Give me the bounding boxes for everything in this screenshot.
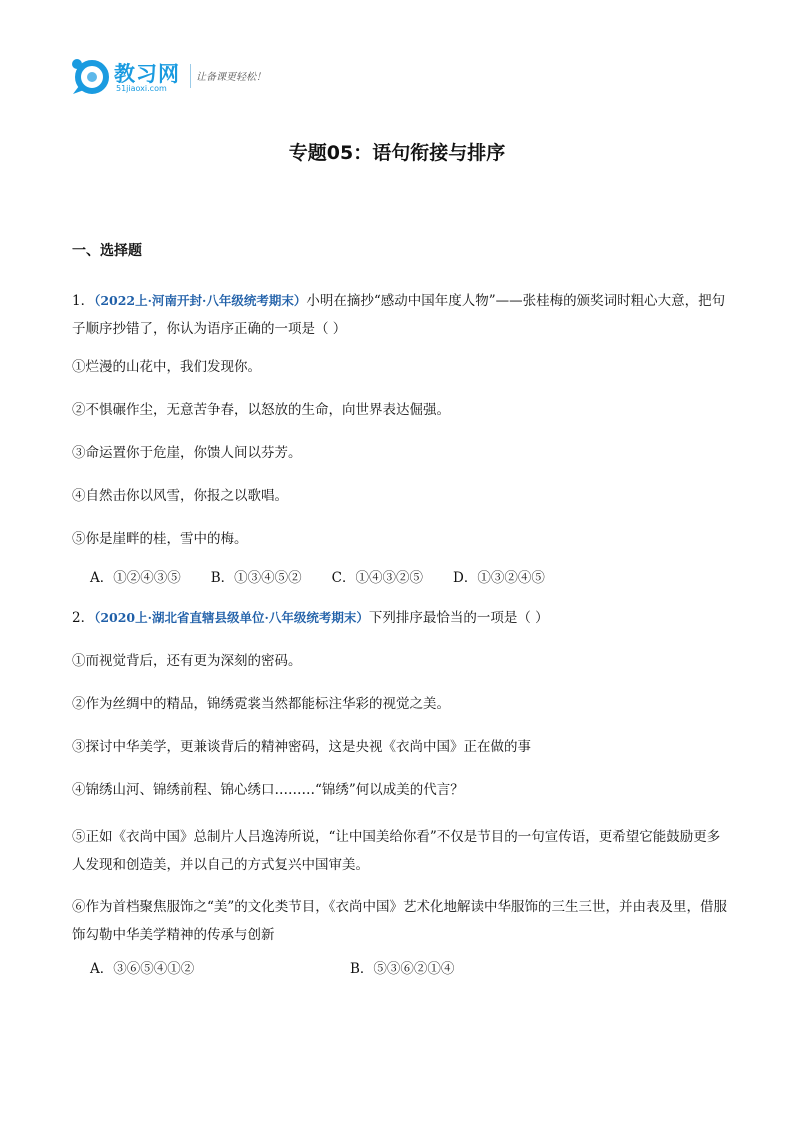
jiaoxi-logo-icon	[70, 56, 110, 96]
option-d[interactable]: D．①③②④⑤	[453, 570, 545, 586]
site-logo[interactable]	[70, 56, 300, 96]
question-item: ③命运置你于危崖，你馈人间以芬芳。	[72, 445, 302, 461]
option-b[interactable]: B．⑤③⑥②①④	[350, 961, 455, 977]
logo-name: 教习网	[114, 62, 180, 86]
option-c[interactable]: C．①④③②⑤	[331, 570, 424, 586]
question-1-stem	[72, 287, 732, 343]
question-text: 下列排序最恰当的一项是（ ）	[368, 610, 549, 626]
logo-slogan: 让备课更轻松！	[196, 72, 266, 83]
question-item: ⑤你是崖畔的桂，雪中的梅。	[72, 531, 248, 547]
question-source: （2022上·河南开封·八年级统考期末）	[94, 293, 307, 308]
question-item: ②作为丝绸中的精品，锦绣霓裳当然都能标注华彩的视觉之美。	[72, 696, 450, 712]
question-item: ④自然击你以风雪，你报之以歌唱。	[72, 488, 288, 504]
document-body	[72, 240, 732, 999]
question-item: ②不惧碾作尘，无意苦争春，以怒放的生命，向世界表达倔强。	[72, 402, 450, 418]
question-item: ⑤正如《衣尚中国》总制片人吕逸涛所说，“让中国美给你看”不仅是节目的一句宣传语，更希望它能鼓励更多人发现和创造美，并以自己的方式复兴中国审美。	[72, 829, 721, 873]
logo-divider	[190, 64, 191, 88]
page-title: 专题05：语句衔接与排序	[288, 142, 506, 164]
option-b[interactable]: B．①③④⑤②	[210, 570, 302, 586]
logo-url: 51jiaoxi.com	[116, 84, 167, 93]
question-2-stem	[72, 608, 732, 628]
answer-options	[90, 959, 732, 979]
answer-options	[90, 568, 732, 588]
question-source: （2020上·湖北省直辖县级单位·八年级统考期末）	[94, 610, 369, 625]
question-number: 2．	[72, 610, 95, 626]
option-a[interactable]: A．③⑥⑤④①②	[90, 961, 195, 977]
option-a[interactable]: A．①②④③⑤	[90, 570, 181, 586]
question-item: ⑥作为首档聚焦服饰之“美”的文化类节目，《衣尚中国》艺术化地解读中华服饰的三生三世，并由表及里，借服饰勾勒中华美学精神的传承与创新	[72, 899, 728, 943]
question-item: ③探讨中华美学，更兼谈背后的精神密码，这是央视《衣尚中国》正在做的事	[72, 739, 531, 755]
question-item: ①烂漫的山花中，我们发现你。	[72, 359, 261, 375]
question-item: ④锦绣山河、锦绣前程、锦心绣口………“锦绣”何以成美的代言？	[72, 782, 464, 798]
question-number: 1．	[72, 293, 95, 309]
question-text: 小明在摘抄“感动中国年度人物”——张桂梅的颁奖词时粗心大意，把句子顺序抄错了，你认为语序正确的一项是（ ）	[72, 293, 726, 337]
section-heading: 一、选择题	[72, 243, 142, 259]
question-item: ①而视觉背后，还有更为深刻的密码。	[72, 653, 302, 669]
